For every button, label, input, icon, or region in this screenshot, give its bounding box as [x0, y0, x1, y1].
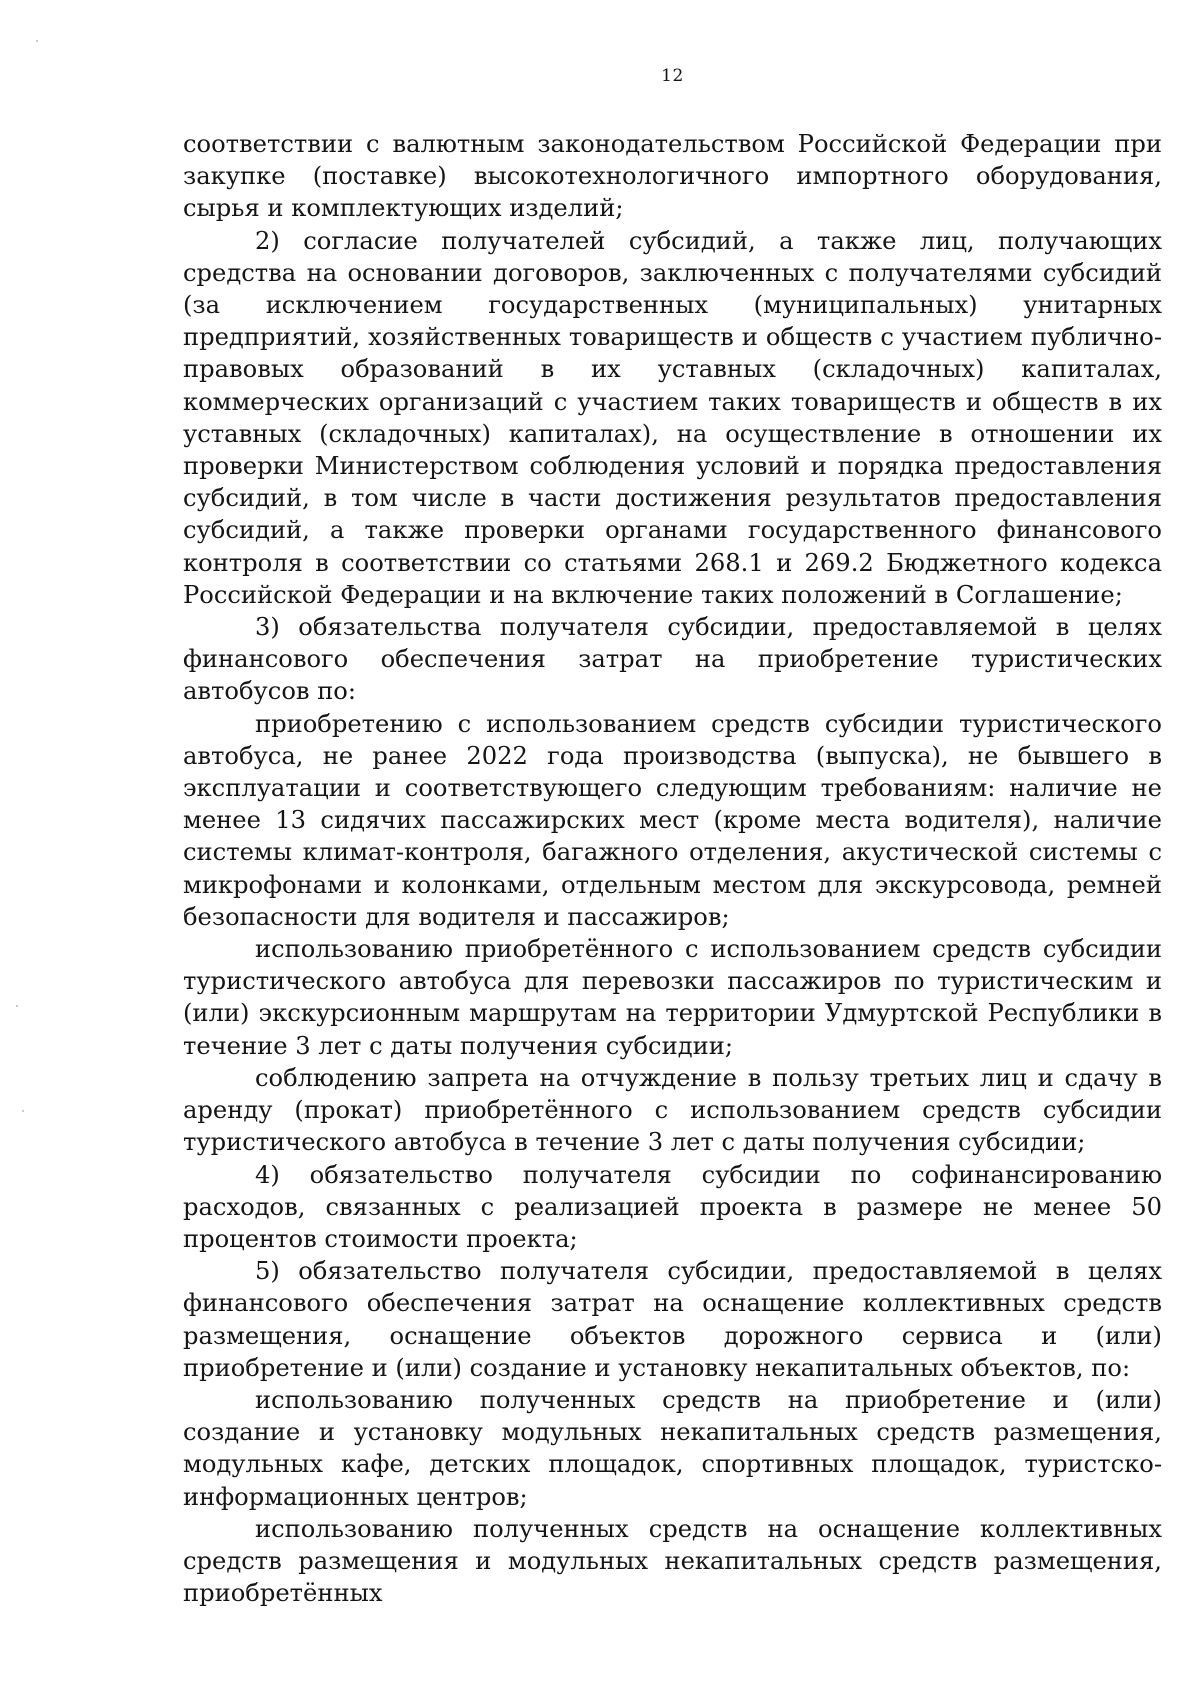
scan-speck — [16, 1005, 18, 1007]
paragraph-equipment: использованию полученных средств на оснащение коллективных средств размещения и модульных некапитальных средств размещения, приобретённых — [183, 1514, 1162, 1608]
paragraph-item-2: 2) согласие получателей субсидий, а также лиц, получающих средства на основании договоров, заключенных с получателями субсидий (за исключением государственных (муниципальных) унитарных предприятий, хозяйственных товариществ и обществ с участием публично-правовых образований в их уставных (складочных) капиталах, коммерческих организаций с участием таких товариществ и обществ в их уставных (складочных) капиталах), на осуществление в отношении их проверки Министерством соблюдения условий и порядка предоставления субсидий, в том числе в части достижения результатов предоставления субсидий, а также проверки органами государственного финансового контроля в соответствии со статьями 268.1 и 269.2 Бюджетного кодекса Российской Федерации и на включение таких положений в Соглашение; — [183, 226, 1162, 609]
scan-speck — [36, 40, 38, 42]
scan-speck — [22, 1110, 24, 1112]
paragraph-bus-use: использованию приобретённого с использованием средств субсидии туристического автобуса для перевозки пассажиров по туристическим и (или) экскурсионным маршрутам на территории Удмуртской Республики в течение 3 лет с даты получения субсидии; — [183, 935, 1162, 1060]
paragraph-item-3: 3) обязательства получателя субсидии, предоставляемой в целях финансового обеспечения затрат на приобретение туристических автобусов по: — [183, 613, 1162, 706]
paragraph-modular-objects: использованию полученных средств на приобретение и (или) создание и установку модульных некапитальных средств размещения, модульных кафе, детских площадок, спортивных площадок, туристско-информационных центров; — [183, 1385, 1162, 1511]
paragraph-item-5: 5) обязательство получателя субсидии, предоставляемой в целях финансового обеспечения затрат на оснащение коллективных средств размещения, оснащение объектов дорожного сервиса и (или) приобретение и (или) создание и установку некапитальных объектов, по: — [183, 1257, 1162, 1382]
paragraph-bus-alienation-ban: соблюдению запрета на отчуждение в пользу третьих лиц и сдачу в аренду (прокат) приобретённого с использованием средств субсидии туристического автобуса в течение 3 лет с даты получения субсидии; — [183, 1063, 1162, 1157]
paragraph-item-4: 4) обязательство получателя субсидии по софинансированию расходов, связанных с реализацией проекта в размере не менее 50 процентов стоимости проекта; — [183, 1160, 1162, 1253]
paragraph-bus-purchase: приобретению с использованием средств субсидии туристического автобуса, не ранее 2022 года производства (выпуска), не бывшего в эксплуатации и соответствующего следующим требованиям: наличие не менее 13 сидячих пассажирских мест (кроме места водителя), наличие системы климат-контроля, багажного отделения, акустической системы с микрофонами и колонками, отдельным местом для экскурсовода, ремней безопасности для водителя и пассажиров; — [183, 709, 1162, 931]
paragraph-continuation: соответствии с валютным законодательством Российской Федерации при закупке (поставке) высокотехнологичного импортного оборудования, сырья и комплектующих изделий; — [183, 130, 1162, 223]
document-body — [183, 128, 1162, 1609]
page-number: 12 — [661, 66, 684, 86]
